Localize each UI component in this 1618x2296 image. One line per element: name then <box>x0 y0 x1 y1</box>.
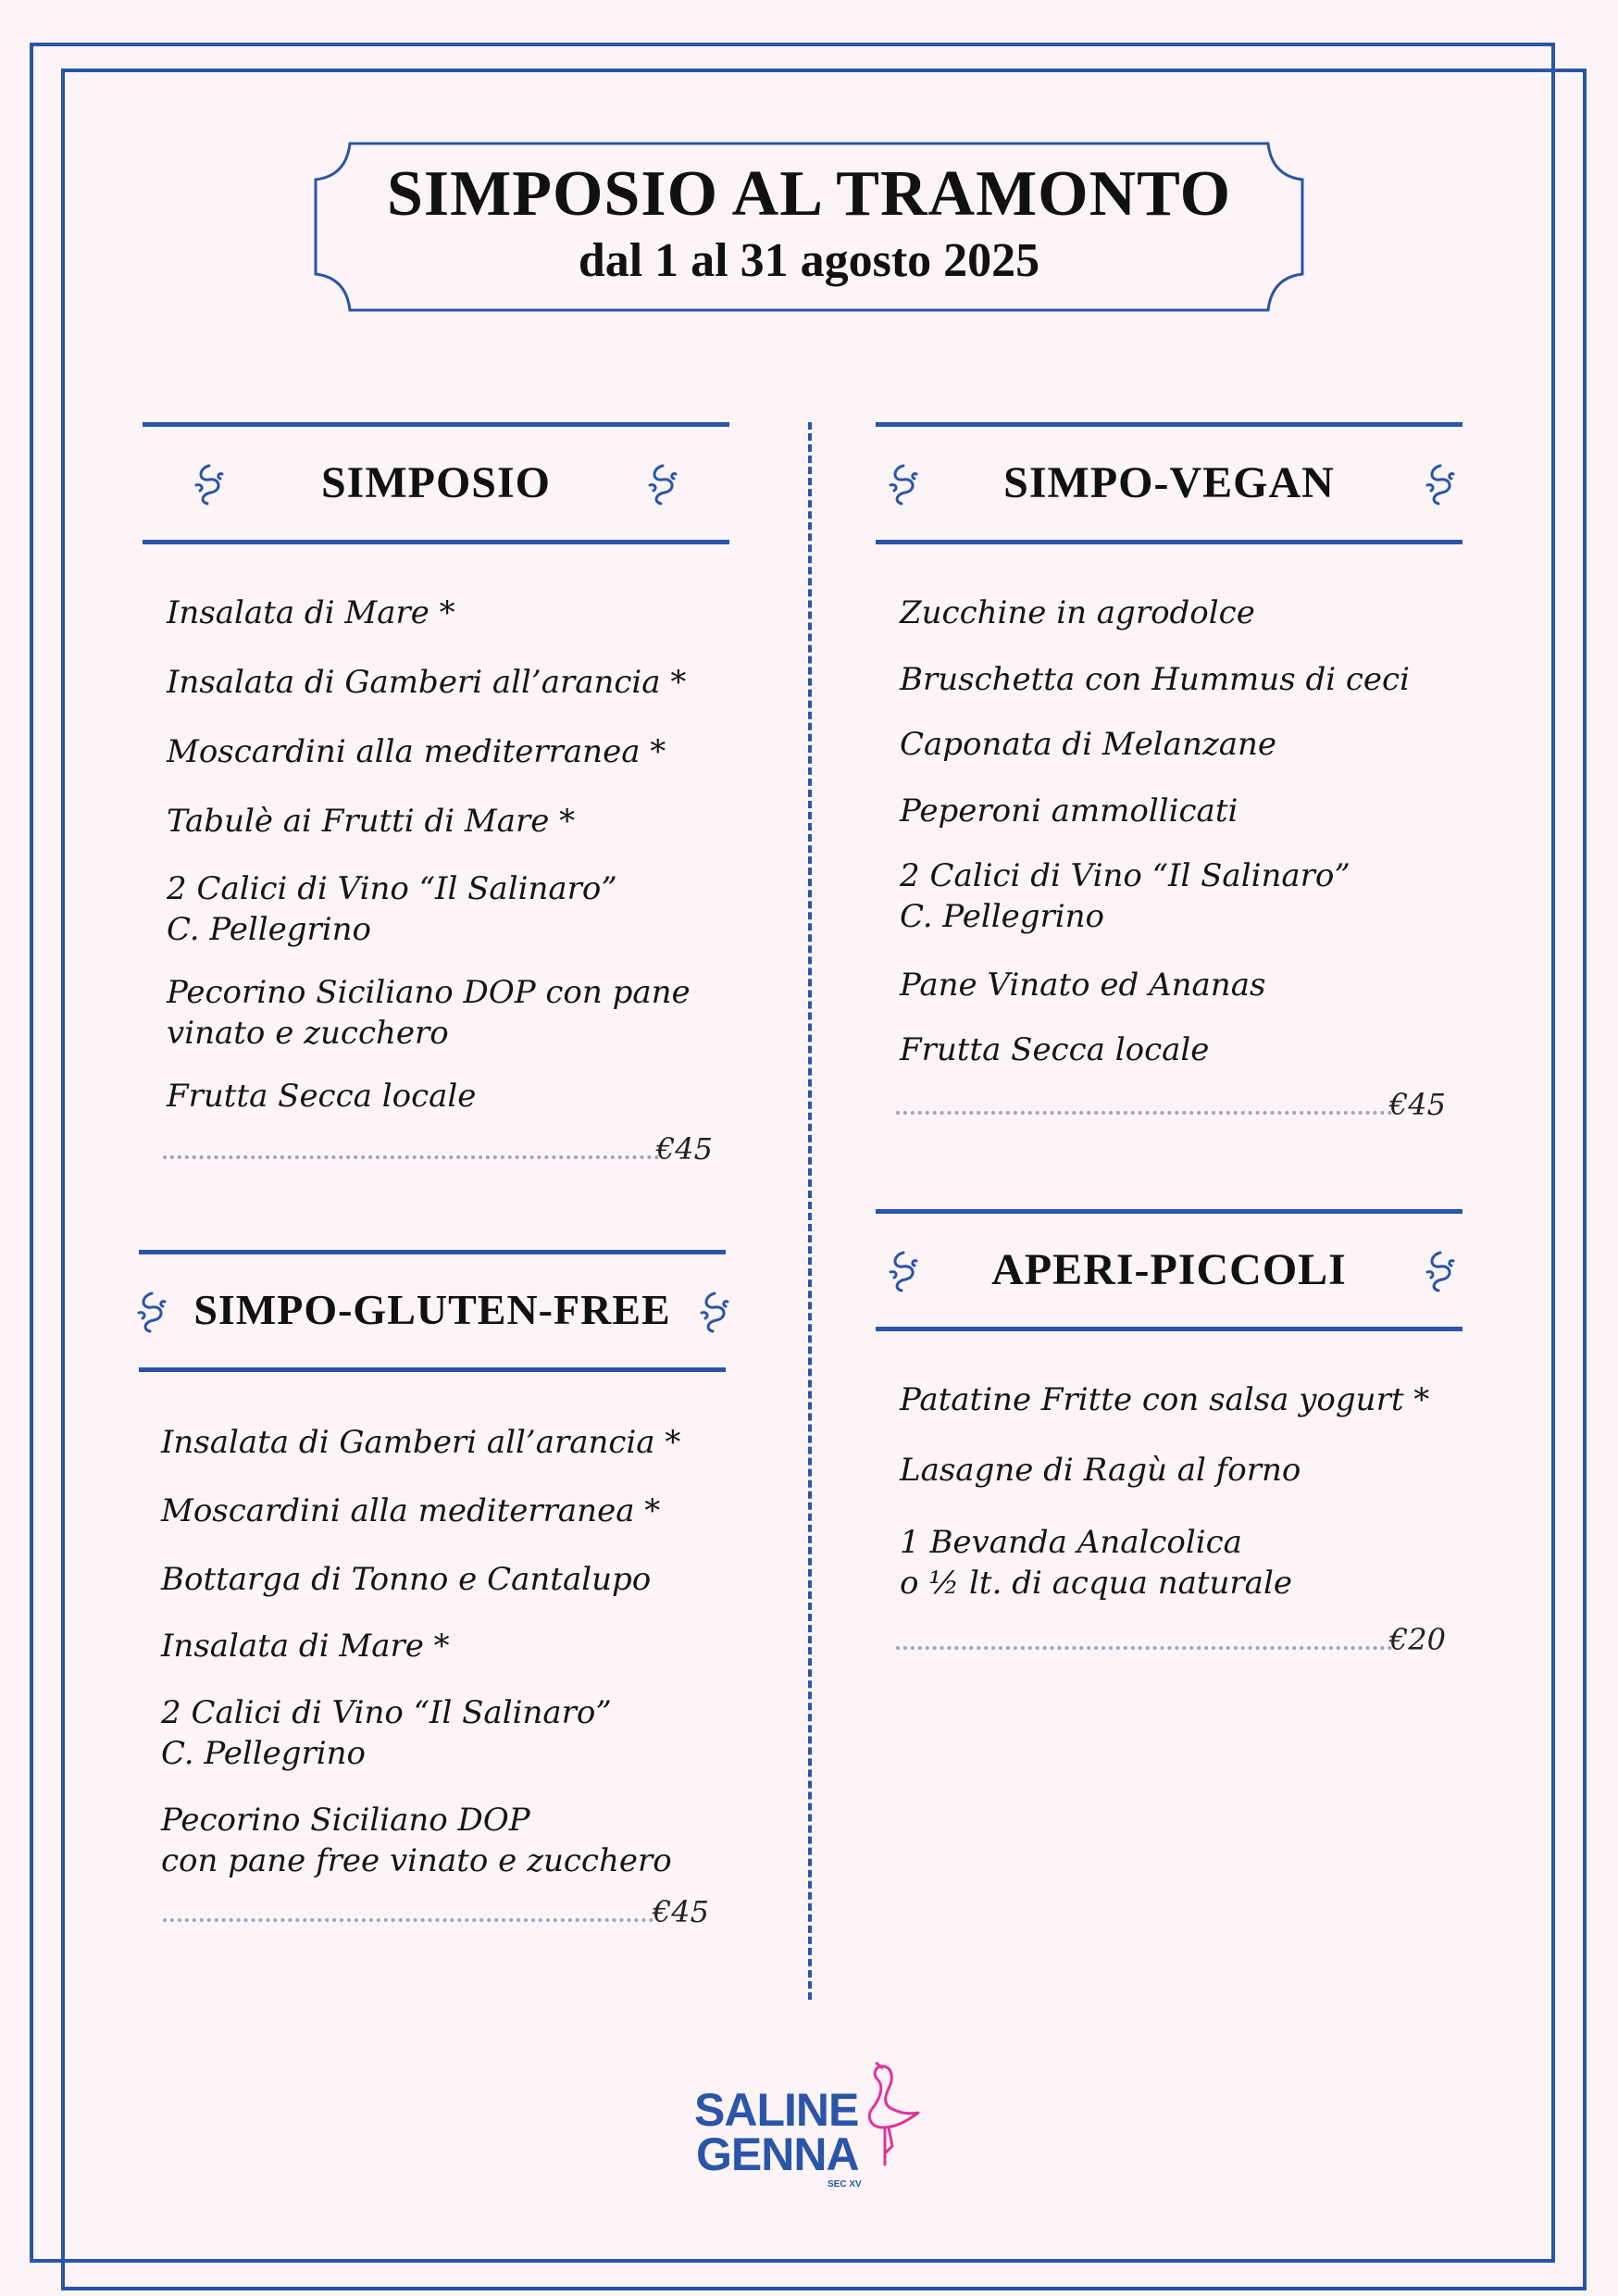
section-title: SIMPOSIO <box>320 458 552 507</box>
list-item: Pecorino Siciliano DOP con pane vinato e zucchero <box>167 974 691 1052</box>
swirl-ornament-icon <box>1424 1250 1457 1292</box>
list-item: Bruschetta con Hummus di ceci <box>900 661 1410 698</box>
list-item: Peperoni ammollicati <box>900 792 1238 830</box>
swirl-ornament-icon <box>1424 463 1457 505</box>
list-item: Lasagne di Ragù al forno <box>900 1452 1301 1489</box>
list-item: Pane Vinato ed Ananas <box>900 967 1266 1004</box>
price-row-gluten-free <box>163 1892 709 1929</box>
list-item: Insalata di Mare * <box>161 1628 450 1665</box>
logo-word-1: SALINE <box>694 2084 859 2136</box>
price-leader <box>896 1111 1392 1115</box>
saline-genna-logo <box>692 2061 926 2190</box>
list-item: Tabulè ai Frutti di Mare * <box>167 803 576 840</box>
list-item: Moscardini alla mediterranea * <box>167 733 666 770</box>
inner-frame <box>61 69 1587 2290</box>
price-leader <box>163 1918 653 1922</box>
list-item: Caponata di Melanzane <box>900 726 1277 763</box>
swirl-ornament-icon <box>698 1291 731 1333</box>
section-header-vegan <box>876 422 1462 544</box>
list-item: Pecorino Siciliano DOP con pane free vinato e zucchero <box>161 1802 672 1879</box>
list-item: 2 Calici di Vino “Il Salinaro” C. Pellegrino <box>900 857 1350 935</box>
column-divider <box>808 422 812 2000</box>
date-range: dal 1 al 31 agosto 2025 <box>578 234 1040 287</box>
header-rule <box>876 422 1462 427</box>
header-rule <box>143 422 729 427</box>
section-header-gluten-free <box>139 1250 726 1372</box>
price-leader <box>896 1646 1392 1650</box>
section-header-simposio <box>143 422 729 544</box>
section-header-aperi-piccoli <box>876 1209 1462 1331</box>
section-title: SIMPO-VEGAN <box>1003 458 1335 507</box>
list-item: 2 Calici di Vino “Il Salinaro” C. Pellegrino <box>167 870 617 948</box>
list-item: Bottarga di Tonno e Cantalupo <box>161 1561 652 1598</box>
list-item: Frutta Secca locale <box>167 1078 477 1115</box>
list-item: Frutta Secca locale <box>900 1031 1210 1068</box>
price-row-simposio <box>163 1129 713 1167</box>
list-item: Zucchine in agrodolce <box>900 594 1255 631</box>
header-rule <box>876 540 1462 544</box>
section-title: SIMPO-GLUTEN-FREE <box>193 1286 671 1333</box>
price: €45 <box>1388 1087 1446 1122</box>
price: €20 <box>1388 1622 1446 1657</box>
header-rule <box>143 540 729 544</box>
list-item: Insalata di Gamberi all’arancia * <box>161 1424 681 1461</box>
price-row-vegan <box>896 1085 1446 1122</box>
list-item: 2 Calici di Vino “Il Salinaro” C. Pellegrino <box>161 1694 612 1772</box>
price-leader <box>163 1155 659 1159</box>
list-item: Moscardini alla mediterranea * <box>161 1492 661 1529</box>
price-row-aperi-piccoli <box>896 1620 1446 1657</box>
header-rule <box>876 1209 1462 1214</box>
list-item: Insalata di Mare * <box>167 594 455 631</box>
section-title: APERI-PICCOLI <box>991 1245 1347 1294</box>
price: €45 <box>652 1894 709 1929</box>
logo-word-2: GENNA <box>696 2128 859 2180</box>
flamingo-icon <box>857 2061 926 2172</box>
price: €45 <box>655 1131 713 1167</box>
header-rule <box>876 1327 1462 1331</box>
title-box <box>313 141 1305 313</box>
list-item: 1 Bevanda Analcolica o ½ lt. di acqua naturale <box>900 1524 1292 1602</box>
logo-tagline: SEC XV <box>828 2179 862 2190</box>
list-item: Insalata di Gamberi all’arancia * <box>167 664 687 701</box>
header-rule <box>139 1367 726 1372</box>
header-rule <box>139 1250 726 1254</box>
page-title: SIMPOSIO AL TRAMONTO <box>386 158 1232 230</box>
list-item: Patatine Fritte con salsa yogurt * <box>900 1381 1430 1418</box>
swirl-ornament-icon <box>646 463 679 505</box>
